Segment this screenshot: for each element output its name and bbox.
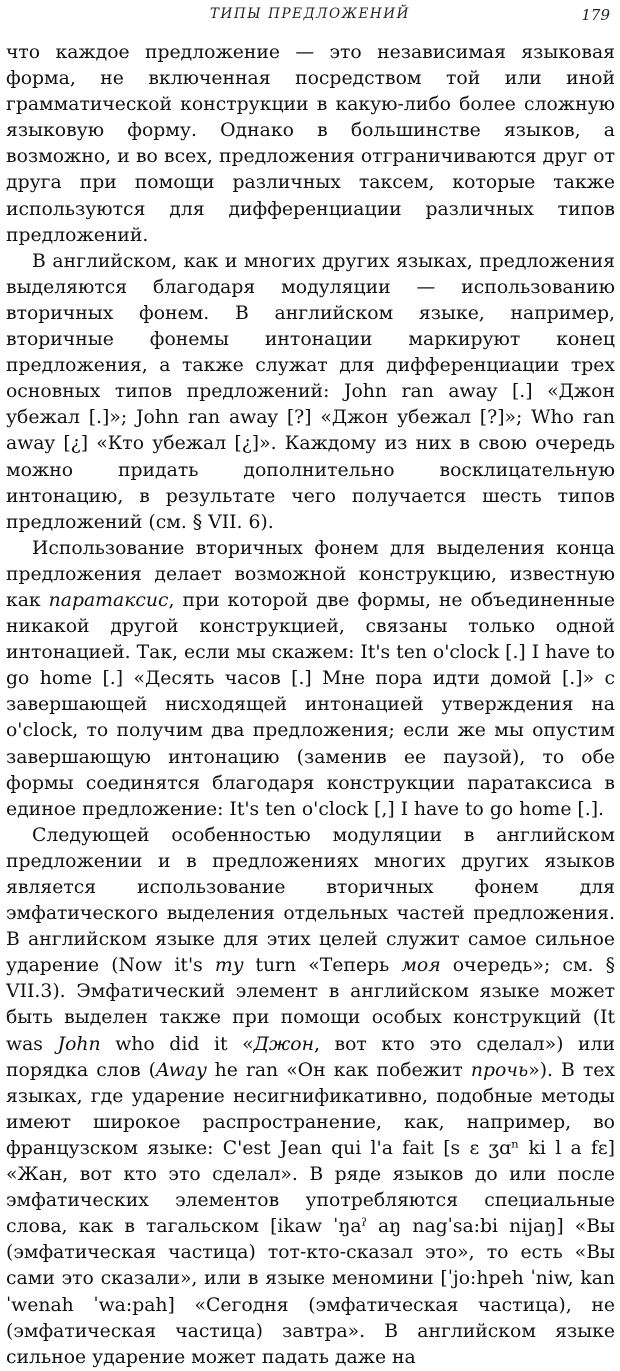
paragraph-text: , при которой две формы, не объединенные никакой другой конструкцией, связаны только одной интонацией. Так, если мы скажем: It's ten o'clock [.] I have to go home [.] «Десять часов [.] Мне пора идти домой [.]» с завершающей нисходящей интонацией утверждения на o'clock, то получим два предложения; если же мы опустим завершающую интонацию (заменив ее паузой), то обе формы соединятся благодаря конструкции паратаксиса в единое предложение: It's ten o'clock [,] I have to go home [.]. [6,589,615,820]
paragraph-text: что каждое предложение — это независимая языковая форма, не включенная посредством той или иной грамматической конструкции в какую-либо более сложную языковую форму. Однако в большинстве языков, а возможно, и во всех, предложения отграничиваются друг от друга при помощи различных таксем, которые также используются для дифференциации различных типов предложений. [6,42,615,246]
emphasis-italic: Джон [253,1033,314,1055]
emphasis-italic: John [57,1033,101,1055]
paragraph-1 [6,40,615,249]
paragraph-text: очередь»; см. § VII.3). Эмфатический элемент в английском языке может быть выделен также при помощи особых конструкций (It was [6,955,616,1055]
running-title: ТИПЫ ПРЕДЛОЖЕНИЙ [209,6,411,22]
paragraph-text: Следующей особенностью модуляции в английском предложении и в предложениях многих других языков является использование вторичных фонем для эмфатического выделения отдельных частей предложения. В английском языке для этих целей служит самое сильное ударение (Now it's [6,824,615,977]
paragraph-text: В английском, как и многих других языках, предложения выделяются благодаря модуляции — использованию вторичных фонем. В английском языке, например, вторичные фонемы интонации маркируют конец предложения, а также служат для дифференциации трех основных типов предложений: John ran away [.] «Джон убежал [.]»; John ran away [?] «Джон убежал [?]»; Who ran away [¿] «Кто убежал [¿]». Каждому из них в свою очередь можно придать дополнительно восклицательную интонацию, в результате чего получается шесть типов предложений (см. § VII. 6). [6,250,615,533]
paragraph-text: »). В тех языках, где ударение несигнификативно, подобные методы имеют широкое распространение, как, например, во французском языке: C'est Jean qui l'a fait [s ɛ ʒɑⁿ ki l a fɛ] «Жан, вот кто это сделал». В ряде языков до или после эмфатических элементов употребляются специальные слова, как в тагальском [ikaw ˈŋaˀ aŋ nagˈsa:bi nijaŋ] «Вы (эмфатическая частица) тот-кто-сказал это», то есть «Вы сами это сказали», или в языке меномини [ˈjo:hpeh ˈniw, kan ˈwenah ˈwa:pah] «Сегодня (эмфатическая частица), не (эмфатическая частица) завтра». В английском языке сильное ударение может падать даже на [6,1059,615,1368]
paragraph-text: who did it « [100,1033,254,1055]
emphasis-italic: my [214,955,244,977]
term-italic: паратаксис [48,589,169,611]
paragraph-text: he ran «Он как побежит [206,1059,471,1081]
page-body [6,40,615,1371]
page-number: 179 [581,6,610,24]
paragraph-3 [6,536,615,823]
paragraph-2 [6,249,615,536]
paragraph-text: Использование вторичных фонем для выделения конца предложения делает возможной конструкцию, известную как [6,537,615,611]
emphasis-italic: прочь [470,1059,529,1081]
running-head [0,4,620,34]
paragraph-text: turn «Теперь [243,955,402,977]
emphasis-italic: моя [401,955,441,977]
emphasis-italic: Away [155,1059,207,1081]
paragraph-4 [6,823,615,1371]
paragraph-text: , вот кто это сделал») или порядка слов ( [6,1033,615,1081]
